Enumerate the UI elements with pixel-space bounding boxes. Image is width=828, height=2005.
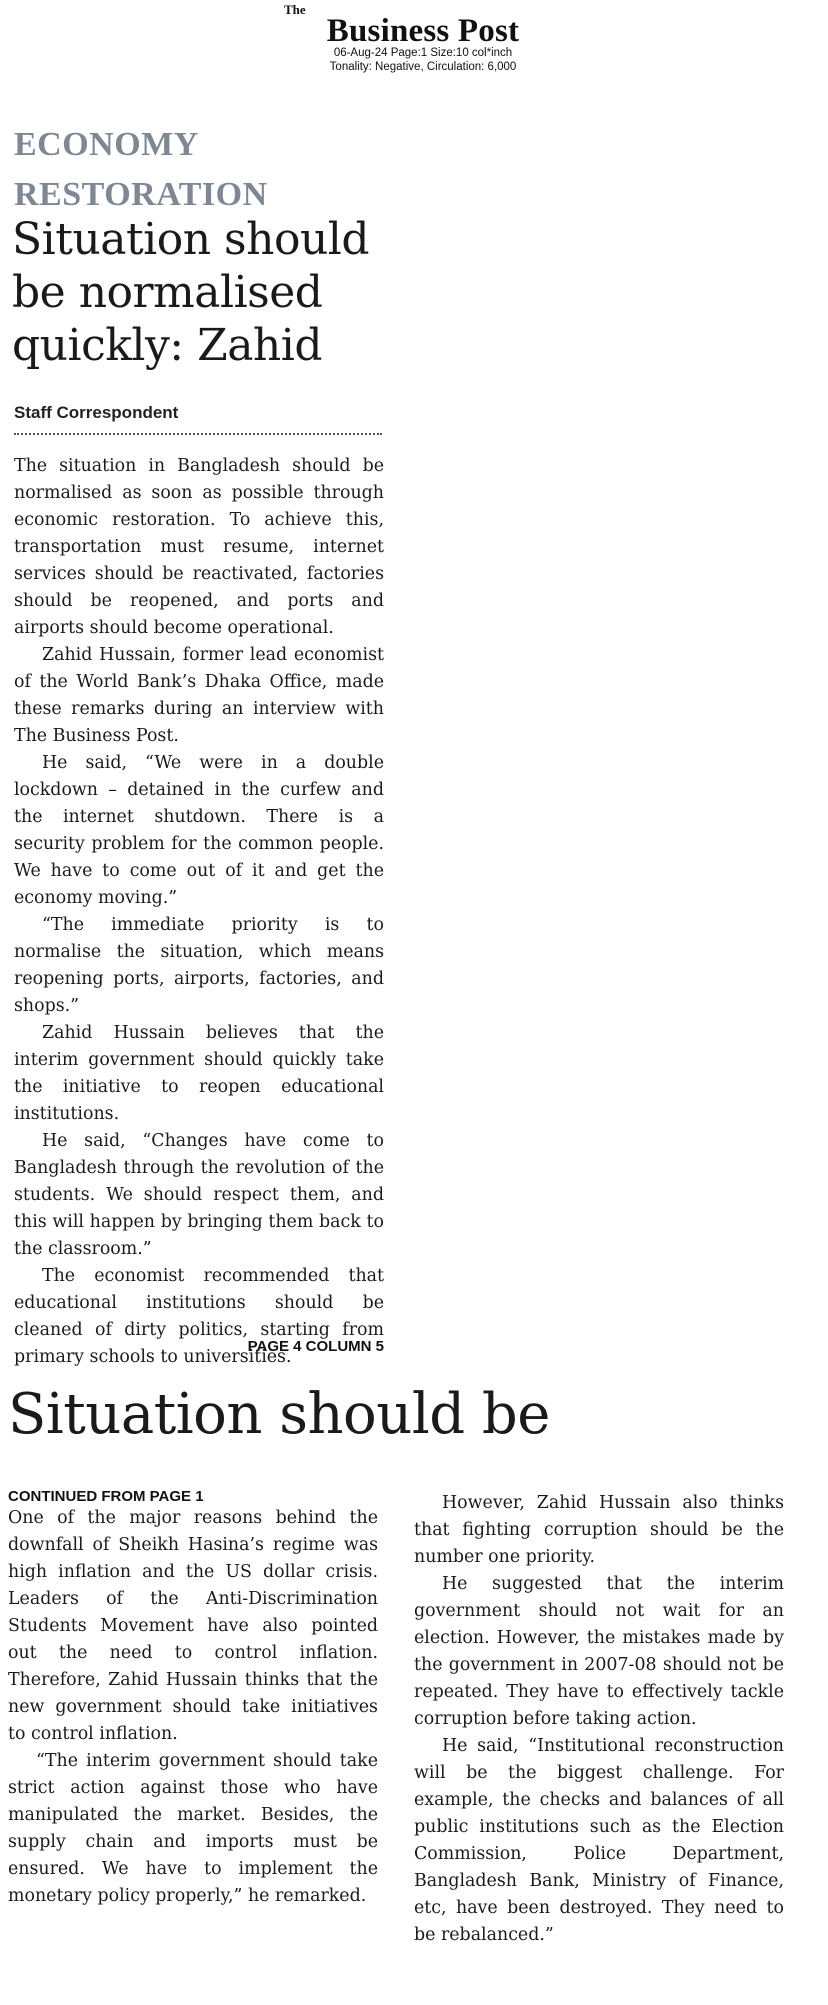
- byline: Staff Correspondent: [14, 403, 179, 422]
- body-paragraph: He suggested that the interim government should not wait for an election. However, the mistakes made by the government in 2007-08 should not be repeated. They have to effectively tackle corruption before taking action.: [414, 1574, 784, 1729]
- headline-line: Situation should: [12, 214, 370, 265]
- body-paragraph: “The interim government should take strict action against those who have manipulated the market. Besides, the supply chain and imports must be ensured. We have to implement the monetary policy properly,” he remarked.: [8, 1751, 378, 1906]
- masthead: [278, 4, 568, 74]
- clip-meta-line2: Tonality: Negative, Circulation: 6,000: [329, 61, 517, 73]
- headline-line: be normalised: [12, 267, 323, 318]
- continued-label: CONTINUED FROM PAGE 1: [8, 1488, 204, 1505]
- headline-line: quickly: Zahid: [12, 320, 323, 371]
- body-paragraph: “The immediate priority is to normalise the situation, which means reopening ports, airports, factories, and shops.”: [14, 915, 384, 1016]
- article-body: [14, 453, 384, 1371]
- body-paragraph: One of the major reasons behind the downfall of Sheikh Hasina’s regime was high inflation and the US dollar crisis. Leaders of the Anti-Discrimination Students Movement have also pointed out the need to control inflation. Therefore, Zahid Hussain thinks that the new government should take initiatives to control inflation.: [8, 1508, 378, 1744]
- byline-divider: [14, 433, 382, 435]
- continuation-headline: Situation should be: [8, 1382, 550, 1447]
- clip-meta-line1: 06-Aug-24 Page:1 Size:10 col*inch: [333, 47, 513, 59]
- kicker-line: RESTORATION: [14, 176, 268, 213]
- body-paragraph: He said, “Institutional reconstruction will be the biggest challenge. For example, the checks and balances of all public institutions such as the Election Commission, Police Department, Bangladesh Bank, Ministry of Finance, etc, have been destroyed. They need to be rebalanced.”: [414, 1736, 784, 1945]
- body-paragraph: Zahid Hussain believes that the interim government should quickly take the initiative to reopen educational institutions.: [14, 1023, 384, 1124]
- body-paragraph: He said, “We were in a double lockdown – detained in the curfew and the internet shutdown. There is a security problem for the common people. We have to come out of it and get the economy moving.”: [14, 753, 384, 908]
- jump-line: PAGE 4 COLUMN 5: [247, 1338, 384, 1355]
- article-headline: [12, 213, 369, 372]
- body-paragraph: Zahid Hussain, former lead economist of the World Bank’s Dhaka Office, made these remarks during an interview with The Business Post.: [14, 645, 384, 746]
- body-paragraph: However, Zahid Hussain also thinks that fighting corruption should be the number one priority.: [414, 1493, 784, 1567]
- continuation-left-column: [8, 1505, 378, 1910]
- body-paragraph: The economist recommended that educational institutions should be cleaned of dirty politics, starting from primary schools to universities.: [14, 1266, 384, 1367]
- kicker-line: ECONOMY: [14, 126, 199, 163]
- continuation-right-column: [414, 1490, 784, 1949]
- masthead-the: The: [284, 2, 306, 17]
- article-kicker: [14, 120, 268, 220]
- newspaper-name: Business Post: [326, 13, 520, 49]
- body-paragraph: The situation in Bangladesh should be normalised as soon as possible through economic restoration. To achieve this, transportation must resume, internet services should be reactivated, factories should be reopened, and ports and airports should become operational.: [14, 456, 384, 638]
- body-paragraph: He said, “Changes have come to Bangladesh through the revolution of the students. We should respect them, and this will happen by bringing them back to the classroom.”: [14, 1131, 384, 1259]
